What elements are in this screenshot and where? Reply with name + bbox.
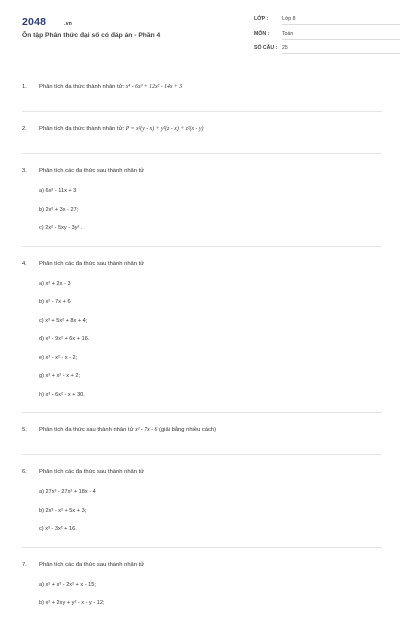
question-text — [22, 118, 382, 137]
question-block — [22, 412, 382, 454]
sub-question: b) 2x² + 3x - 27; — [39, 206, 79, 213]
question-prompt: Phân tích các đa thức sau thành nhân tử — [39, 260, 145, 267]
sub-question: b) 2x³ - x² + 5x + 3; — [39, 507, 87, 514]
sub-question: a) x² + x³ - 2x² + x - 15; — [39, 581, 96, 588]
sub-question: d) x³ - 9x² + 6x + 16. — [39, 336, 90, 342]
site-logo[interactable] — [22, 15, 72, 34]
meta-label: MÔN : — [254, 31, 270, 37]
page-title: Ôn tập Phân thức đại số có đáp án - Phần 4 — [22, 32, 161, 39]
question-text — [22, 253, 382, 272]
question-block — [22, 454, 382, 547]
question-block — [22, 153, 382, 246]
sub-question: c) 2x² - 5xy - 3y² . — [39, 225, 83, 231]
question-number: 7. — [22, 561, 27, 568]
logo-suffix: .vn — [64, 21, 72, 27]
sub-question: e) x³ - x² - x - 2; — [39, 354, 78, 361]
divider — [282, 53, 400, 54]
question-text — [22, 160, 382, 179]
question-prompt: Phân tích các đa thức sau thành nhân tử — [39, 168, 145, 174]
question-number: 1. — [22, 84, 27, 90]
question-number: 5. — [22, 427, 27, 433]
question-text — [22, 461, 382, 480]
question-block — [22, 111, 382, 153]
sub-question: a) 6x² - 11x + 3 — [39, 188, 77, 194]
divider — [282, 24, 400, 25]
sub-question: g) x³ + x² - x + 2; — [39, 373, 81, 379]
question-block — [22, 76, 382, 111]
sub-question: c) x³ + 5x² + 8x + 4; — [39, 317, 88, 324]
meta-value: Lớp 8 — [282, 16, 296, 22]
question-expression: P = x²(y - x) + y²(z - x) + z²(x - y) — [125, 126, 204, 132]
meta-value: 25 — [282, 45, 288, 51]
sub-question: c) x³ - 3x² + 16. — [39, 526, 77, 532]
question-note: (giải bằng nhiều cách) — [157, 427, 217, 433]
question-prompt: Phân tích các đa thức sau thành nhân tử — [39, 469, 145, 475]
question-text — [22, 554, 382, 573]
question-number: 6. — [22, 469, 27, 475]
question-block — [22, 547, 382, 621]
question-list — [22, 76, 382, 621]
question-number: 4. — [22, 260, 27, 267]
question-prompt: Phân tích các đa thức sau thành nhân tử — [39, 561, 145, 568]
question-expression: x⁴ - 6x³ + 12x² - 14x + 3 — [125, 84, 183, 90]
question-prompt: Phân tích đa thức sau thành nhân tử — [39, 427, 136, 433]
question-text — [22, 76, 382, 95]
meta-class — [254, 16, 296, 22]
question-number: 2. — [22, 126, 27, 132]
logo-text: 2048 — [22, 16, 47, 28]
sub-question: a) 27x³ - 27x² + 18x - 4 — [39, 489, 96, 495]
question-number: 3. — [22, 168, 27, 174]
sub-question: b) x² + 2xy + y² - x - y - 12; — [39, 600, 105, 606]
meta-count — [254, 45, 288, 51]
sub-question: b) x² - 7x + 6 — [39, 299, 71, 305]
question-text — [22, 419, 382, 438]
sub-question: h) x³ - 6x² - x + 30. — [39, 391, 85, 398]
meta-subject — [254, 31, 293, 37]
meta-label: SỐ CÂU : — [254, 45, 278, 51]
meta-label: LỚP : — [254, 16, 269, 22]
sub-question: a) x² + 2x - 3 — [39, 280, 71, 287]
meta-value: Toán — [282, 31, 294, 37]
question-prompt: Phân tích đa thức thành nhân tử: — [39, 84, 126, 90]
question-prompt: Phân tích đa thức thành nhân tử: — [39, 126, 126, 132]
document-header — [0, 0, 400, 70]
question-block — [22, 246, 382, 413]
question-expression: x³ - 7x - 6 — [135, 427, 158, 433]
divider — [282, 39, 400, 40]
